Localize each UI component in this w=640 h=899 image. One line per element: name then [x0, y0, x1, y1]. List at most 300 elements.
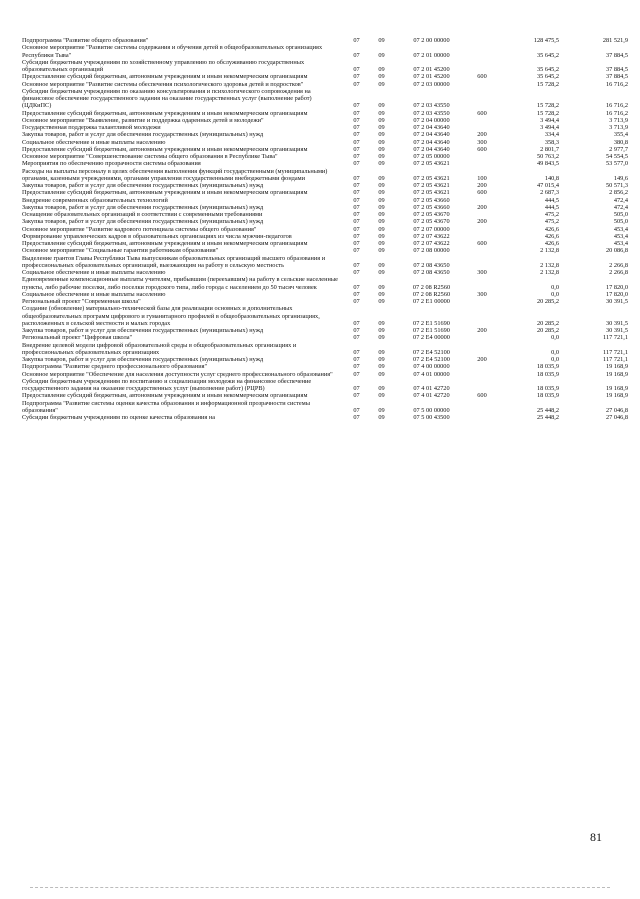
- row-expense-type: [469, 88, 495, 110]
- row-target-code: 07 2 03 00000: [413, 80, 450, 88]
- row-name: Внедрение современных образовательных технологий: [22, 196, 168, 204]
- table-row: [22, 117, 628, 124]
- row-expense-type: [469, 153, 495, 160]
- row-subsection: 09: [378, 174, 385, 182]
- row-section: 07: [353, 283, 360, 291]
- row-amount-year2: 149,6: [613, 174, 628, 182]
- row-name: Подпрограмма "Развитие общего образования": [22, 37, 149, 44]
- row-target-code: 07 4 01 42720: [413, 385, 450, 392]
- row-section: 07: [353, 138, 360, 146]
- row-subsection: 09: [378, 124, 385, 131]
- table-row: [22, 255, 628, 270]
- row-amount-year1: 25 448,2: [536, 406, 559, 414]
- budget-table: [22, 37, 628, 421]
- row-amount-year2: 117 721,1: [603, 334, 628, 342]
- row-target-code: 07 2 00 00000: [413, 37, 450, 44]
- row-name: Основное мероприятие "Выявление, развитие и поддержка одаренных детей и молодежи": [22, 116, 264, 124]
- row-amount-year1: 20 285,2: [536, 327, 559, 334]
- table-body: [22, 37, 628, 421]
- row-target-code: 07 2 E1 51690: [413, 319, 450, 327]
- row-amount-year2: 117 721,1: [603, 348, 628, 356]
- table-row: [22, 392, 628, 399]
- row-section: 07: [353, 211, 360, 218]
- row-amount-year2: 3 713,9: [609, 124, 628, 131]
- row-subsection: 09: [378, 363, 385, 371]
- row-name: Основное мероприятие "Развитие кадрового потенциала системы общего образования": [22, 225, 257, 233]
- row-subsection: 09: [378, 182, 385, 189]
- table-row: [22, 160, 628, 167]
- row-name: Основное мероприятие "Развитие системы содержания и обучения детей в общеобразовательных организациях Республики Тыва": [22, 44, 323, 59]
- row-subsection: 09: [378, 66, 385, 73]
- row-amount-year1: 426,6: [544, 225, 559, 233]
- row-section: 07: [353, 385, 360, 392]
- table-row: [22, 146, 628, 153]
- row-subsection: 09: [378, 240, 385, 247]
- row-name: Основное мероприятие "Обеспечение для населения доступности услуг среднего профессионального образования": [22, 370, 333, 378]
- row-subsection: 09: [378, 189, 385, 197]
- row-expense-type: [469, 276, 495, 291]
- row-amount-year2: 20 086,8: [605, 247, 628, 255]
- table-row: [22, 197, 628, 204]
- row-target-code: 07 2 04 43640: [413, 131, 450, 139]
- row-expense-type: [469, 247, 495, 254]
- row-amount-year1: 140,8: [544, 174, 559, 182]
- row-subsection: 09: [378, 80, 385, 88]
- row-section: 07: [353, 131, 360, 139]
- row-section: 07: [353, 196, 360, 204]
- row-section: 07: [353, 73, 360, 81]
- row-amount-year2: 16 716,2: [605, 80, 628, 88]
- row-target-code: 07 2 04 43640: [413, 138, 450, 146]
- row-section: 07: [353, 319, 360, 327]
- row-amount-year2: 16 716,2: [605, 102, 628, 110]
- row-amount-year2: 505,0: [613, 211, 628, 218]
- table-row: [22, 88, 628, 110]
- row-amount-year2: 472,4: [613, 203, 628, 211]
- row-target-code: 07 2 05 43621: [413, 160, 450, 168]
- row-name: Основное мероприятие "Совершенствование системы общего образования в Республике Тыва": [22, 153, 278, 160]
- row-target-code: 07 2 E4 52100: [413, 348, 450, 356]
- row-name: Региональный проект "Цифровая школа": [22, 334, 133, 342]
- row-section: 07: [353, 203, 360, 211]
- row-target-code: 07 2 01 45200: [413, 73, 450, 81]
- row-expense-type: [469, 363, 495, 370]
- row-subsection: 09: [378, 225, 385, 233]
- row-target-code: 07 4 01 00000: [413, 370, 450, 378]
- row-amount-year1: 2 687,3: [540, 189, 559, 197]
- row-amount-year2: 2 266,8: [609, 269, 628, 276]
- row-subsection: 09: [378, 348, 385, 356]
- row-amount-year2: 16 716,2: [605, 109, 628, 117]
- row-subsection: 09: [378, 298, 385, 305]
- row-name: Закупка товаров, работ и услуг для обеспечения государственных (муниципальных) нужд: [22, 218, 264, 226]
- row-name: Субсидии бюджетным учреждениям по хозяйственному управлению по обслуживанию государственных образовательных организаций: [22, 58, 305, 73]
- footer-divider: [30, 887, 610, 888]
- row-target-code: 07 2 08 00000: [413, 247, 450, 255]
- row-target-code: 07 2 03 43550: [413, 102, 450, 110]
- row-section: 07: [353, 370, 360, 378]
- row-amount-year2: 37 884,5: [605, 73, 628, 81]
- table-row: [22, 73, 628, 80]
- row-amount-year1: 0,0: [551, 356, 559, 363]
- row-name: Закупка товаров, работ и услуг для обеспечения государственных (муниципальных) нужд: [22, 356, 264, 363]
- row-amount-year1: 475,2: [544, 218, 559, 226]
- row-expense-type: 600: [477, 240, 487, 247]
- row-name: Выделение грантов Главы Республики Тыва выпускникам образовательных организаций высшего образования и профессиональных образовательных организаций, выезжающим на работу в сельскую местность: [22, 254, 326, 269]
- row-name: Субсидии бюджетным учреждениям по воспитанию и социализации молодежи на финансовое обеспечение государственного задания на оказание государственных услуг (выполнение работ) (РЦРВ): [22, 377, 312, 392]
- row-section: 07: [353, 414, 360, 421]
- row-amount-year1: 15 728,2: [536, 102, 559, 110]
- row-section: 07: [353, 37, 360, 44]
- row-amount-year1: 20 285,2: [536, 298, 559, 305]
- table-row: [22, 124, 628, 131]
- row-subsection: 09: [378, 334, 385, 342]
- row-subsection: 09: [378, 261, 385, 269]
- row-amount-year1: 444,5: [544, 196, 559, 204]
- row-section: 07: [353, 80, 360, 88]
- row-expense-type: [469, 59, 495, 74]
- row-expense-type: 200: [477, 182, 487, 189]
- table-row: [22, 291, 628, 298]
- row-amount-year1: 475,2: [544, 211, 559, 218]
- row-target-code: 07 2 05 43670: [413, 218, 450, 226]
- row-expense-type: [469, 197, 495, 204]
- row-expense-type: [469, 233, 495, 240]
- row-expense-type: 300: [477, 138, 487, 146]
- row-expense-type: 200: [477, 203, 487, 211]
- row-subsection: 09: [378, 102, 385, 110]
- row-target-code: 07 2 08 R2560: [412, 283, 451, 291]
- row-amount-year1: 444,5: [544, 203, 559, 211]
- table-row: [22, 305, 628, 327]
- row-expense-type: [469, 211, 495, 218]
- table-row: [22, 182, 628, 189]
- table-row: [22, 269, 628, 276]
- row-name: Субсидии бюджетным учреждениям по оказанию консультирования и психологического сопровождения на финансовое обеспечение государственного задания на оказание государственных услуг (выполнение работ) (ЦДКиПС): [22, 87, 312, 110]
- row-section: 07: [353, 406, 360, 414]
- table-row: [22, 204, 628, 211]
- row-section: 07: [353, 174, 360, 182]
- table-row: [22, 363, 628, 370]
- row-subsection: 09: [378, 414, 385, 421]
- row-section: 07: [353, 327, 360, 334]
- row-expense-type: [469, 305, 495, 327]
- row-subsection: 09: [378, 232, 385, 240]
- row-amount-year2: 27 046,8: [605, 406, 628, 414]
- row-expense-type: 200: [477, 218, 487, 226]
- row-amount-year2: 37 884,5: [605, 66, 628, 73]
- row-expense-type: 200: [477, 327, 487, 334]
- row-name: Государственная поддержка талантливой молодежи: [22, 124, 161, 131]
- row-section: 07: [353, 66, 360, 73]
- table-row: [22, 371, 628, 378]
- row-name: Мероприятия по обеспечению прозрачности системы образования: [22, 160, 201, 168]
- row-expense-type: [469, 400, 495, 415]
- row-section: 07: [353, 160, 360, 168]
- row-subsection: 09: [378, 356, 385, 363]
- row-target-code: 07 2 05 43660: [413, 196, 450, 204]
- row-subsection: 09: [378, 203, 385, 211]
- row-expense-type: 600: [477, 73, 487, 81]
- row-amount-year1: 20 285,2: [536, 319, 559, 327]
- row-section: 07: [353, 189, 360, 197]
- row-target-code: 07 2 E1 51690: [413, 327, 450, 334]
- row-amount-year1: 2 132,8: [540, 261, 559, 269]
- row-amount-year2: 17 820,0: [605, 290, 628, 298]
- row-name: Основное мероприятие "Социальные гарантии работникам образования": [22, 247, 219, 255]
- row-amount-year2: 30 391,5: [605, 319, 628, 327]
- row-section: 07: [353, 145, 360, 153]
- row-expense-type: [469, 342, 495, 357]
- row-expense-type: [469, 414, 495, 421]
- row-amount-year2: 19 168,9: [605, 385, 628, 392]
- row-target-code: 07 2 01 00000: [413, 51, 450, 59]
- row-section: 07: [353, 261, 360, 269]
- row-subsection: 09: [378, 196, 385, 204]
- row-expense-type: 600: [477, 109, 487, 117]
- row-amount-year2: 50 571,3: [605, 182, 628, 189]
- table-row: [22, 414, 628, 421]
- row-amount-year2: 281 521,9: [602, 37, 628, 44]
- row-name: Закупка товаров, работ и услуг для обеспечения государственных (муниципальных) нужд: [22, 182, 264, 189]
- row-subsection: 09: [378, 160, 385, 168]
- row-amount-year2: 380,8: [613, 138, 628, 146]
- table-row: [22, 276, 628, 291]
- table-row: [22, 378, 628, 393]
- row-name: Закупка товаров, работ и услуг для обеспечения государственных (муниципальных) нужд: [22, 327, 264, 334]
- row-expense-type: 200: [477, 131, 487, 139]
- row-amount-year1: 15 728,2: [536, 80, 559, 88]
- row-amount-year1: 35 645,2: [536, 51, 559, 59]
- row-name: Подпрограмма "Развитие среднего профессионального образования": [22, 363, 208, 371]
- row-expense-type: [469, 226, 495, 233]
- row-subsection: 09: [378, 138, 385, 146]
- row-expense-type: 100: [477, 174, 487, 182]
- row-amount-year2: 355,4: [613, 131, 628, 139]
- row-target-code: 07 2 08 43650: [413, 261, 450, 269]
- row-name: Субсидии бюджетным учреждениям по оценке качества образования на: [22, 414, 215, 421]
- row-amount-year1: 18 035,9: [536, 363, 559, 371]
- row-expense-type: [469, 334, 495, 341]
- row-target-code: 07 2 05 43621: [413, 189, 450, 197]
- row-name: Подпрограмма "Развитие системы оценки качества образования и информационной прозрачности системы образования": [22, 399, 310, 414]
- row-subsection: 09: [378, 73, 385, 81]
- row-name: Закупка товаров, работ и услуг для обеспечения государственных (муниципальных) нужд: [22, 203, 264, 211]
- row-section: 07: [353, 218, 360, 226]
- row-expense-type: 300: [477, 290, 487, 298]
- row-target-code: 07 2 07 00000: [413, 225, 450, 233]
- row-subsection: 09: [378, 283, 385, 291]
- row-amount-year2: 30 391,5: [605, 327, 628, 334]
- row-amount-year1: 47 015,4: [536, 182, 559, 189]
- row-subsection: 09: [378, 370, 385, 378]
- row-target-code: 07 2 05 43660: [413, 203, 450, 211]
- row-amount-year2: 53 577,0: [605, 160, 628, 168]
- row-subsection: 09: [378, 392, 385, 400]
- row-expense-type: [469, 124, 495, 131]
- row-expense-type: [469, 81, 495, 88]
- row-name: Предоставление субсидий бюджетным, автономным учреждениям и иным некоммерческим организациям: [22, 240, 308, 247]
- row-amount-year2: 19 168,9: [605, 363, 628, 371]
- row-amount-year2: 19 168,9: [605, 392, 628, 400]
- row-amount-year2: 17 820,0: [605, 283, 628, 291]
- row-amount-year1: 2 132,8: [540, 247, 559, 255]
- row-target-code: 07 4 01 42720: [413, 392, 450, 400]
- row-target-code: 07 2 04 00000: [413, 116, 450, 124]
- table-row: [22, 334, 628, 341]
- row-target-code: 07 2 04 43640: [413, 145, 450, 153]
- row-section: 07: [353, 232, 360, 240]
- row-amount-year1: 18 035,9: [536, 370, 559, 378]
- row-subsection: 09: [378, 269, 385, 276]
- row-section: 07: [353, 240, 360, 247]
- row-amount-year2: 2 266,8: [609, 261, 628, 269]
- row-amount-year1: 50 763,2: [536, 153, 559, 160]
- row-section: 07: [353, 153, 360, 160]
- row-expense-type: [469, 298, 495, 305]
- table-row: [22, 342, 628, 357]
- row-target-code: 07 2 08 43650: [413, 269, 450, 276]
- table-row: [22, 37, 628, 44]
- table-row: [22, 131, 628, 138]
- row-subsection: 09: [378, 109, 385, 117]
- row-section: 07: [353, 334, 360, 342]
- row-subsection: 09: [378, 131, 385, 139]
- row-name: Социальное обеспечение и иные выплаты населению: [22, 138, 166, 146]
- row-name: Предоставление субсидий бюджетным, автономным учреждениям и иным некоммерческим организациям: [22, 392, 308, 400]
- row-target-code: 07 2 E1 00000: [413, 298, 450, 305]
- row-name: Единовременные компенсационные выплаты учителям, прибывшим (переехавшим) на работу в сельские населенные пункты, либо рабочие поселки, либо поселки городского типа, либо города с населением до 50 тысяч человек: [22, 276, 338, 291]
- row-amount-year1: 0,0: [551, 290, 559, 298]
- row-section: 07: [353, 182, 360, 189]
- row-amount-year1: 15 728,2: [536, 109, 559, 117]
- row-amount-year1: 358,3: [544, 138, 559, 146]
- row-expense-type: [469, 160, 495, 167]
- row-section: 07: [353, 363, 360, 371]
- row-amount-year1: 18 035,9: [536, 392, 559, 400]
- row-target-code: 07 2 07 43622: [413, 240, 450, 247]
- row-target-code: 07 2 E4 00000: [413, 334, 450, 342]
- row-name: Социальное обеспечение и иные выплаты населению: [22, 290, 166, 298]
- table-row: [22, 59, 628, 74]
- row-name: Закупка товаров, работ и услуг для обеспечения государственных (муниципальных) нужд: [22, 131, 264, 139]
- row-amount-year1: 25 448,2: [536, 414, 559, 421]
- row-expense-type: [469, 378, 495, 393]
- row-amount-year1: 128 475,5: [533, 37, 559, 44]
- row-amount-year1: 3 494,4: [540, 116, 559, 124]
- row-amount-year1: 0,0: [551, 334, 559, 342]
- row-name: Предоставление субсидий бюджетным, автономным учреждениям и иным некоммерческим организациям: [22, 145, 308, 153]
- row-amount-year2: 505,0: [613, 218, 628, 226]
- row-subsection: 09: [378, 406, 385, 414]
- row-name: Создание (обновление) материально-технической базы для реализации основных и дополнительных общеобразовательных программ цифрового и гуманитарного профилей в общеобразовательных организациях, расположенных в сельской местности и малых городах: [22, 305, 320, 327]
- table-row: [22, 226, 628, 233]
- row-amount-year1: 0,0: [551, 348, 559, 356]
- row-subsection: 09: [378, 153, 385, 160]
- row-amount-year1: 35 645,2: [536, 73, 559, 81]
- row-amount-year1: 334,4: [544, 131, 559, 139]
- row-target-code: 07 2 08 R2560: [412, 290, 451, 298]
- row-section: 07: [353, 124, 360, 131]
- row-section: 07: [353, 51, 360, 59]
- row-name: Предоставление субсидий бюджетным, автономным учреждениям и иным некоммерческим организациям: [22, 109, 308, 117]
- row-name: Предоставление субсидий бюджетным, автономным учреждениям и иным некоммерческим организациям: [22, 73, 308, 81]
- table-row: [22, 356, 628, 363]
- row-subsection: 09: [378, 290, 385, 298]
- row-target-code: 07 2 07 43622: [413, 232, 450, 240]
- row-amount-year2: 453,4: [613, 240, 628, 247]
- row-target-code: 07 2 04 43640: [413, 124, 450, 131]
- table-row: [22, 327, 628, 334]
- table-row: [22, 189, 628, 196]
- row-amount-year1: 426,6: [544, 240, 559, 247]
- row-subsection: 09: [378, 116, 385, 124]
- row-name: Оснащение образовательных организаций в соответствии с современными требованиями: [22, 211, 263, 218]
- row-amount-year1: 0,0: [551, 283, 559, 291]
- row-amount-year1: 426,6: [544, 232, 559, 240]
- row-amount-year1: 35 645,2: [536, 66, 559, 73]
- row-expense-type: 600: [477, 145, 487, 153]
- table-row: [22, 400, 628, 415]
- row-amount-year2: 37 884,5: [605, 51, 628, 59]
- row-amount-year2: 117 721,1: [603, 356, 628, 363]
- row-amount-year2: 453,4: [613, 232, 628, 240]
- row-target-code: 07 2 E4 52100: [413, 356, 450, 363]
- table-row: [22, 247, 628, 254]
- row-expense-type: 600: [477, 189, 487, 197]
- row-subsection: 09: [378, 319, 385, 327]
- row-amount-year2: 19 168,9: [605, 370, 628, 378]
- row-section: 07: [353, 269, 360, 276]
- table-row: [22, 153, 628, 160]
- row-subsection: 09: [378, 145, 385, 153]
- table-row: [22, 81, 628, 88]
- row-amount-year2: 472,4: [613, 196, 628, 204]
- row-section: 07: [353, 225, 360, 233]
- row-name: Предоставление субсидий бюджетным, автономным учреждениям и иным некоммерческим организациям: [22, 189, 308, 197]
- row-amount-year2: 27 046,8: [605, 414, 628, 421]
- row-name: Региональный проект "Современная школа": [22, 298, 141, 305]
- row-expense-type: [469, 44, 495, 59]
- row-expense-type: [469, 117, 495, 124]
- table-row: [22, 240, 628, 247]
- row-target-code: 07 2 05 00000: [413, 153, 450, 160]
- row-expense-type: 200: [477, 356, 487, 363]
- row-subsection: 09: [378, 385, 385, 392]
- row-subsection: 09: [378, 247, 385, 255]
- row-amount-year2: 2 977,7: [609, 145, 628, 153]
- row-expense-type: 300: [477, 269, 487, 276]
- row-section: 07: [353, 116, 360, 124]
- row-target-code: 07 2 05 43621: [413, 182, 450, 189]
- table-row: [22, 218, 628, 225]
- row-amount-year2: 2 856,2: [609, 189, 628, 197]
- row-target-code: 07 5 00 43500: [413, 414, 450, 421]
- row-subsection: 09: [378, 37, 385, 44]
- row-expense-type: [469, 255, 495, 270]
- row-section: 07: [353, 290, 360, 298]
- row-section: 07: [353, 102, 360, 110]
- row-amount-year1: 2 132,8: [540, 269, 559, 276]
- row-section: 07: [353, 392, 360, 400]
- row-target-code: 07 2 03 43550: [413, 109, 450, 117]
- row-expense-type: [469, 371, 495, 378]
- row-target-code: 07 5 00 00000: [413, 406, 450, 414]
- row-amount-year1: 49 843,5: [536, 160, 559, 168]
- row-amount-year1: 2 801,7: [540, 145, 559, 153]
- row-amount-year1: 3 494,4: [540, 124, 559, 131]
- row-amount-year2: 30 391,5: [605, 298, 628, 305]
